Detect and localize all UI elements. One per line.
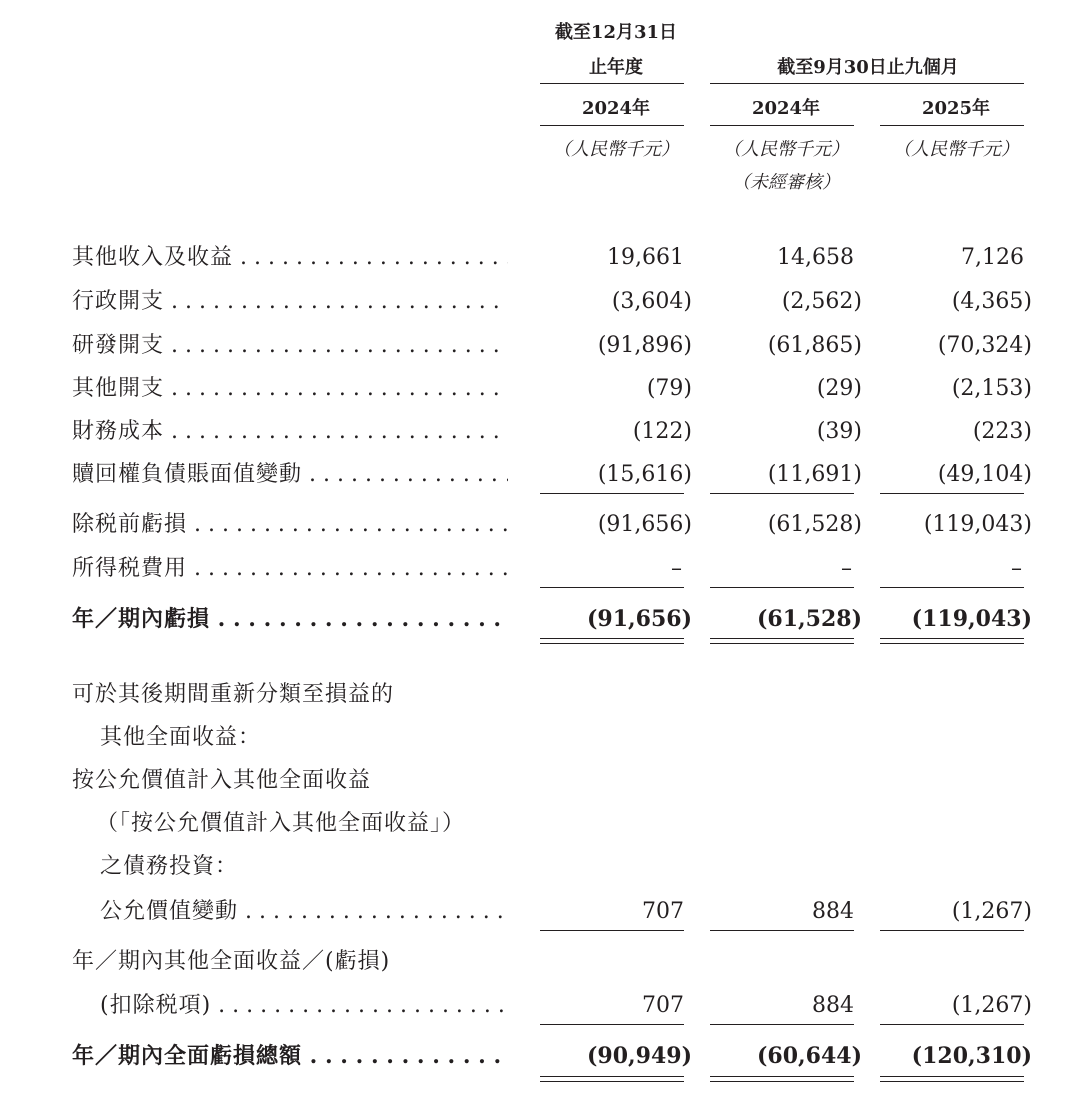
- row-rd-expenses: [0, 331, 1080, 361]
- row-value-2025-9m: (119,043): [923, 512, 1032, 537]
- fvoci-heading-line3: 之債務投資：: [100, 854, 239, 879]
- grand-total-double-rule-col3: [880, 1076, 1024, 1082]
- header-col2-unaudited: （未經審核）: [732, 172, 840, 193]
- header-col3-unit: （人民幣千元）: [893, 139, 1019, 160]
- row-value-2024-9m: 884: [812, 993, 854, 1018]
- header-col2-year-rule: [710, 125, 854, 126]
- oci-net-label-line1: 年／期內其他全面收益／(虧損): [72, 949, 391, 974]
- header-col2-unit: （人民幣千元）: [723, 139, 849, 160]
- row-value-2024-9m: (2,562): [781, 289, 862, 314]
- row-label: 研發開支 . . .: [72, 331, 508, 361]
- oci-heading-line1: 可於其後期間重新分類至損益的: [72, 682, 395, 707]
- row-label: 其他開支 . . .: [72, 374, 508, 404]
- row-value-2024-year: (90,949): [586, 1043, 692, 1069]
- row-value-2024-year: –: [671, 556, 682, 581]
- row-value-2025-9m: (223): [972, 419, 1032, 444]
- row-value-2024-9m: (61,528): [756, 606, 862, 632]
- row-label: 年／期內全面虧損總額 . . .: [72, 1041, 508, 1071]
- header-nine-months: 截至9月30日止九個月: [777, 57, 959, 78]
- header-col1-year-rule: [540, 125, 684, 126]
- tax-rule-col3: [880, 587, 1024, 588]
- tax-rule-col1: [540, 587, 684, 588]
- header-col3-year-rule: [880, 125, 1024, 126]
- grand-total-double-rule-col1: [540, 1076, 684, 1082]
- row-value-2024-year: (3,604): [611, 289, 692, 314]
- header-col1-period-rule: [540, 83, 684, 84]
- row-income-tax: [0, 554, 1080, 584]
- row-value-2025-9m: (1,267): [951, 899, 1032, 924]
- fv-rule-col3: [880, 930, 1024, 931]
- row-value-2025-9m: (4,365): [951, 289, 1032, 314]
- row-admin-expenses: [0, 287, 1080, 317]
- row-value-2024-9m: (61,528): [767, 512, 862, 537]
- row-total-comprehensive-loss: [0, 1041, 1080, 1071]
- oci-heading-line2: 其他全面收益：: [100, 725, 262, 750]
- oci-rule-col2: [710, 1024, 854, 1025]
- row-label: (扣除税項) . . .: [100, 991, 508, 1021]
- tax-rule-col2: [710, 587, 854, 588]
- row-other-expenses: [0, 374, 1080, 404]
- row-label: 行政開支 . . .: [72, 287, 508, 317]
- header-col1-period-line1: 截至12月31日: [554, 22, 678, 43]
- header-col3-year: 2025年: [921, 98, 991, 119]
- row-label: 年／期內虧損 . . .: [72, 604, 508, 634]
- fvoci-heading-line1: 按公允價值計入其他全面收益: [72, 768, 372, 793]
- row-label: 除税前虧損 . . .: [72, 510, 508, 540]
- subtotal-rule-col1: [540, 493, 684, 494]
- row-value-2024-year: (91,656): [586, 606, 692, 632]
- grand-total-double-rule-col2: [710, 1076, 854, 1082]
- row-value-2025-9m: 7,126: [961, 245, 1024, 270]
- fvoci-heading-line2: （「按公允價值計入其他全面收益」）: [96, 811, 466, 836]
- row-value-2024-year: 19,661: [607, 245, 684, 270]
- header-col1-year: 2024年: [581, 98, 651, 119]
- row-value-2024-year: (15,616): [597, 462, 692, 487]
- row-loss-for-period: [0, 604, 1080, 634]
- total-double-rule-col3: [880, 638, 1024, 644]
- row-fair-value-change: [0, 897, 1080, 927]
- total-double-rule-col1: [540, 638, 684, 644]
- row-value-2025-9m: (2,153): [951, 376, 1032, 401]
- row-value-2024-year: 707: [642, 899, 684, 924]
- row-value-2025-9m: –: [1011, 556, 1022, 581]
- row-value-2024-year: 707: [642, 993, 684, 1018]
- header-col2-year: 2024年: [751, 98, 821, 119]
- row-finance-costs: [0, 417, 1080, 447]
- row-value-2024-9m: 884: [812, 899, 854, 924]
- row-value-2025-9m: (70,324): [937, 333, 1032, 358]
- row-value-2025-9m: (49,104): [937, 462, 1032, 487]
- row-value-2024-9m: (29): [816, 376, 862, 401]
- header-col1-period-line2: 止年度: [589, 57, 643, 78]
- row-value-2024-9m: (11,691): [767, 462, 862, 487]
- row-value-2025-9m: (119,043): [911, 606, 1032, 632]
- row-value-2024-9m: –: [841, 556, 852, 581]
- row-value-2024-year: (91,896): [597, 333, 692, 358]
- subtotal-rule-col2: [710, 493, 854, 494]
- row-redemption-liability: [0, 460, 1080, 490]
- oci-rule-col3: [880, 1024, 1024, 1025]
- row-label: 財務成本 . . .: [72, 417, 508, 447]
- row-loss-before-tax: [0, 510, 1080, 540]
- row-label: 公允價值變動 . . .: [100, 897, 508, 927]
- row-value-2024-9m: 14,658: [777, 245, 854, 270]
- row-value-2024-9m: (39): [816, 419, 862, 444]
- total-double-rule-col2: [710, 638, 854, 644]
- row-label: 贖回權負債賬面值變動 . . .: [72, 460, 508, 490]
- subtotal-rule-col3: [880, 493, 1024, 494]
- header-col1-unit: （人民幣千元）: [553, 139, 679, 160]
- fv-rule-col1: [540, 930, 684, 931]
- row-label: 所得税費用 . . .: [72, 554, 508, 584]
- row-value-2024-year: (79): [646, 376, 692, 401]
- row-value-2025-9m: (120,310): [911, 1043, 1032, 1069]
- row-value-2024-year: (122): [632, 419, 692, 444]
- row-value-2025-9m: (1,267): [951, 993, 1032, 1018]
- row-oci-net-of-tax: [0, 991, 1080, 1021]
- row-value-2024-9m: (61,865): [767, 333, 862, 358]
- row-other-income: [0, 243, 1080, 273]
- row-label: 其他收入及收益 . . .: [72, 243, 508, 273]
- fv-rule-col2: [710, 930, 854, 931]
- oci-rule-col1: [540, 1024, 684, 1025]
- row-value-2024-9m: (60,644): [756, 1043, 862, 1069]
- header-nine-months-rule: [710, 83, 1024, 84]
- row-value-2024-year: (91,656): [597, 512, 692, 537]
